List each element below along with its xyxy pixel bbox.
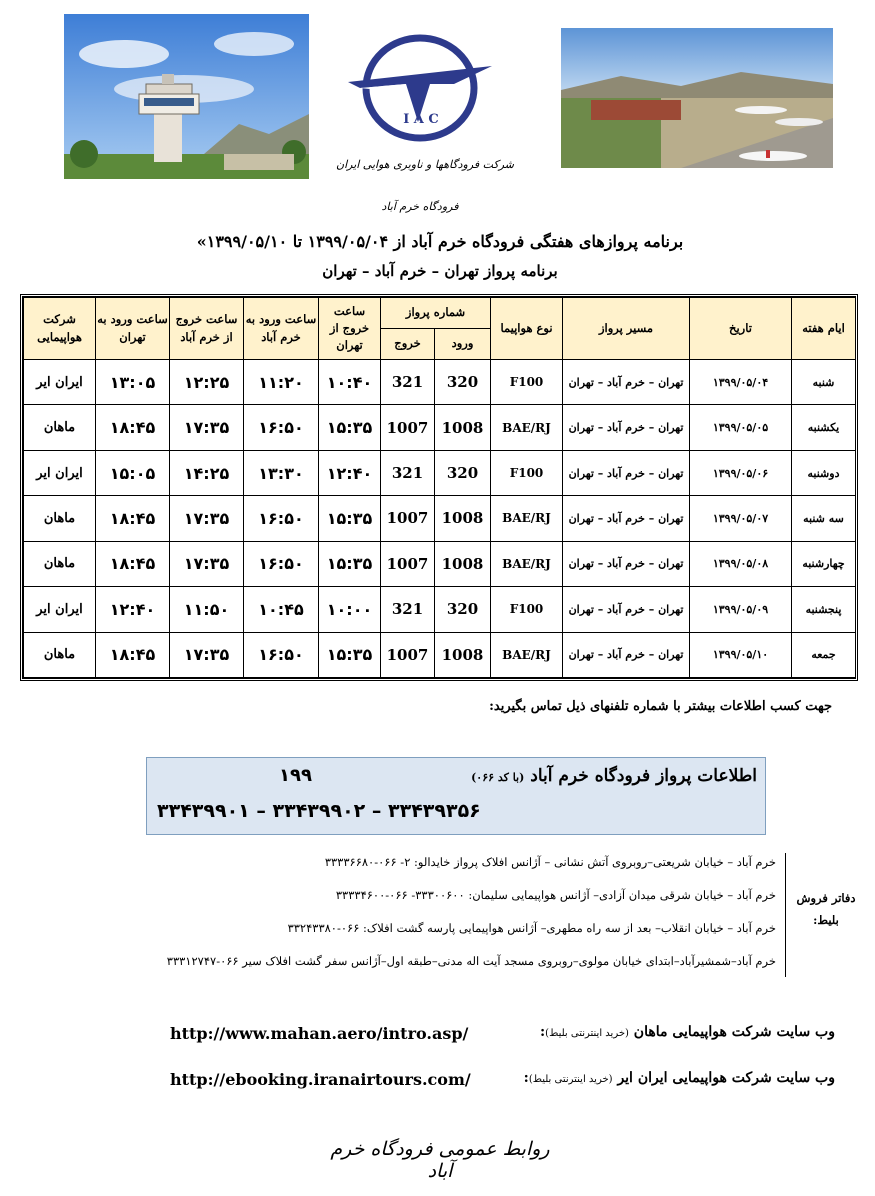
info-box-title — [471, 766, 757, 786]
mahan-website-link[interactable]: http://www.mahan.aero/intro.asp/ — [170, 1024, 469, 1043]
airline-cell: ایران ایر — [24, 587, 96, 632]
apron-aircraft-photo — [561, 28, 833, 168]
divider — [785, 853, 786, 977]
arr-no-cell: 1008 — [435, 541, 491, 586]
route-cell: تهران – خرم آباد – تهران — [563, 541, 690, 586]
table-row — [24, 496, 856, 541]
arr-tehran-cell: ۱۳:۰۵ — [96, 360, 170, 405]
aircraft-cell: F100 — [491, 587, 563, 632]
dep-tehran-cell: ۱۵:۳۵ — [319, 541, 381, 586]
dep-no-cell: 321 — [381, 587, 435, 632]
arr-tehran-cell: ۱۸:۴۵ — [96, 496, 170, 541]
aircraft-cell: BAE/RJ — [491, 632, 563, 677]
header-arr-tehran: ساعت ورود به تهران — [96, 298, 170, 360]
dep-no-cell: 1007 — [381, 496, 435, 541]
aircraft-cell: BAE/RJ — [491, 405, 563, 450]
route-cell: تهران – خرم آباد – تهران — [563, 587, 690, 632]
date-cell: ۱۳۹۹/۰۵/۰۶ — [690, 450, 792, 495]
dep-khorramabad-cell: ۱۲:۲۵ — [170, 360, 244, 405]
area-code: (با کد ۰۶۶) — [471, 771, 525, 784]
flight-schedule-table — [20, 294, 858, 681]
aircraft-cell: BAE/RJ — [491, 496, 563, 541]
office-item: خرم آباد–شمشیرآباد–ابتدای خیابان مولوی–روبروی مسجد آیت اله مدنی–طبقه اول–آژانس سفر گشت افلاک سیر ۰۶۶-۳۳۳۱۲۷۴۷ — [166, 954, 776, 968]
arr-khorramabad-cell: ۱۳:۳۰ — [244, 450, 319, 495]
dep-tehran-cell: ۱۵:۳۵ — [319, 405, 381, 450]
aircraft-cell: BAE/RJ — [491, 541, 563, 586]
office-item: خرم آباد – خیابان انقلاب– بعد از سه راه مطهری– آژانس هواپیمایی پارسه گشت افلاک: ۰۶۶-۳۳۲۴۳۳۸۰ — [287, 921, 776, 935]
table-row — [24, 450, 856, 495]
contact-note: جهت کسب اطلاعات بیشتر با شماره تلفنهای ذیل تماس بگیرید: — [489, 699, 832, 714]
day-cell: یکشنبه — [792, 405, 856, 450]
dep-khorramabad-cell: ۱۷:۳۵ — [170, 541, 244, 586]
dep-tehran-cell: ۱۵:۳۵ — [319, 496, 381, 541]
day-cell: سه شنبه — [792, 496, 856, 541]
airline-cell: ماهان — [24, 632, 96, 677]
arr-tehran-cell: ۱۲:۴۰ — [96, 587, 170, 632]
dep-khorramabad-cell: ۱۱:۵۰ — [170, 587, 244, 632]
dep-tehran-cell: ۱۰:۰۰ — [319, 587, 381, 632]
dep-tehran-cell: ۱۵:۳۵ — [319, 632, 381, 677]
date-cell: ۱۳۹۹/۰۵/۰۴ — [690, 360, 792, 405]
date-cell: ۱۳۹۹/۰۵/۰۸ — [690, 541, 792, 586]
date-cell: ۱۳۹۹/۰۵/۱۰ — [690, 632, 792, 677]
route-cell: تهران – خرم آباد – تهران — [563, 450, 690, 495]
route-cell: تهران – خرم آباد – تهران — [563, 632, 690, 677]
day-cell: دوشنبه — [792, 450, 856, 495]
date-cell: ۱۳۹۹/۰۵/۰۷ — [690, 496, 792, 541]
schedule-title: برنامه پروازهای هفتگی فرودگاه خرم آباد از ۱۳۹۹/۰۵/۰۴ تا ۱۳۹۹/۰۵/۱۰» — [196, 232, 684, 251]
dep-tehran-cell: ۱۰:۴۰ — [319, 360, 381, 405]
offices-label: دفاتر فروش بلیط: — [796, 891, 856, 927]
phone-numbers: ۳۳۴۳۹۹۰۱ – ۳۳۴۳۹۹۰۲ – ۳۳۴۳۹۳۵۶ — [157, 800, 481, 822]
table-row — [24, 587, 856, 632]
date-cell: ۱۳۹۹/۰۵/۰۹ — [690, 587, 792, 632]
company-name: شرکت فرودگاهها و ناوبری هوایی ایران — [335, 158, 515, 171]
arr-no-cell: 1008 — [435, 405, 491, 450]
website-note: (خرید اینترنتی بلیط) — [528, 1074, 613, 1085]
dep-khorramabad-cell: ۱۷:۳۵ — [170, 496, 244, 541]
website-note: (خرید اینترنتی بلیط) — [545, 1028, 629, 1039]
dep-khorramabad-cell: ۱۷:۳۵ — [170, 632, 244, 677]
dep-no-cell: 1007 — [381, 632, 435, 677]
arr-tehran-cell: ۱۸:۴۵ — [96, 632, 170, 677]
arr-no-cell: 320 — [435, 360, 491, 405]
arr-tehran-cell: ۱۵:۰۵ — [96, 450, 170, 495]
arr-khorramabad-cell: ۱۶:۵۰ — [244, 496, 319, 541]
iranair-website-link[interactable]: http://ebooking.iranairtours.com/ — [170, 1070, 471, 1089]
arr-khorramabad-cell: ۱۶:۵۰ — [244, 541, 319, 586]
dep-no-cell: 321 — [381, 360, 435, 405]
arr-no-cell: 1008 — [435, 632, 491, 677]
date-cell: ۱۳۹۹/۰۵/۰۵ — [690, 405, 792, 450]
office-item: خرم آباد – خیابان شرقی میدان آزادی– آژانس هواپیمایی سلیمان: ۳۳۳۰۰۶۰۰- ۰۶۶-۳۳۳۳۴۶۰۰ — [335, 888, 776, 902]
arr-khorramabad-cell: ۱۰:۴۵ — [244, 587, 319, 632]
route-cell: تهران – خرم آباد – تهران — [563, 405, 690, 450]
control-tower-photo — [64, 14, 309, 179]
day-cell: پنجشنبه — [792, 587, 856, 632]
airline-cell: ماهان — [24, 496, 96, 541]
header-route: مسیر پرواز — [563, 298, 690, 360]
iac-logo — [340, 26, 500, 146]
logo-letters: I A C — [403, 112, 439, 127]
route-title: برنامه پرواز تهران – خرم آباد – تهران — [322, 262, 558, 280]
airline-cell: ایران ایر — [24, 450, 96, 495]
header-arr-no: ورود — [435, 329, 491, 360]
header-dep-khorramabad: ساعت خروج از خرم آباد — [170, 298, 244, 360]
airline-cell: ماهان — [24, 405, 96, 450]
header-dep-tehran: ساعت خروج از تهران — [319, 298, 381, 360]
arr-tehran-cell: ۱۸:۴۵ — [96, 405, 170, 450]
website-label-text: وب سایت شرکت هواپیمایی ماهان — [633, 1024, 835, 1040]
short-number: ۱۹۹ — [279, 765, 312, 786]
info-box-title-text: اطلاعات پرواز فرودگاه خرم آباد — [530, 766, 757, 786]
table-row — [24, 405, 856, 450]
dep-khorramabad-cell: ۱۴:۲۵ — [170, 450, 244, 495]
arr-no-cell: 320 — [435, 587, 491, 632]
day-cell: شنبه — [792, 360, 856, 405]
table-row — [24, 541, 856, 586]
header-flight-no: شماره پرواز — [381, 298, 491, 329]
header-day: ایام هفته — [792, 298, 856, 360]
header-aircraft: نوع هواپیما — [491, 298, 563, 360]
airline-cell: ایران ایر — [24, 360, 96, 405]
day-cell: چهارشنبه — [792, 541, 856, 586]
website-label-text: وب سایت شرکت هواپیمایی ایران ایر — [617, 1070, 835, 1086]
website-line-mahan — [170, 1024, 835, 1048]
table-row — [24, 360, 856, 405]
route-cell: تهران – خرم آباد – تهران — [563, 360, 690, 405]
header-airline: شرکت هواپیمایی — [24, 298, 96, 360]
dep-no-cell: 321 — [381, 450, 435, 495]
dep-tehran-cell: ۱۲:۴۰ — [319, 450, 381, 495]
website-label: وب سایت شرکت هواپیمایی ماهان (خرید اینترنتی بلیط): — [540, 1024, 835, 1040]
header-date: تاریخ — [690, 298, 792, 360]
website-label: وب سایت شرکت هواپیمایی ایران ایر (خرید اینترنتی بلیط): — [523, 1070, 835, 1086]
aircraft-cell: F100 — [491, 360, 563, 405]
arr-no-cell: 320 — [435, 450, 491, 495]
header-dep-no: خروج — [381, 329, 435, 360]
office-item: خرم آباد – خیابان شریعتی–روبروی آتش نشانی – آژانس افلاک پرواز خایدالو: ۲- ۰۶۶-۳۳۳۳۶۶۸۰ — [324, 855, 776, 869]
header-arr-khorramabad: ساعت ورود به خرم آباد — [244, 298, 319, 360]
airport-name: فرودگاه خرم آباد — [381, 200, 459, 213]
arr-no-cell: 1008 — [435, 496, 491, 541]
airline-cell: ماهان — [24, 541, 96, 586]
arr-khorramabad-cell: ۱۶:۵۰ — [244, 405, 319, 450]
dep-khorramabad-cell: ۱۷:۳۵ — [170, 405, 244, 450]
arr-khorramabad-cell: ۱۱:۲۰ — [244, 360, 319, 405]
arr-khorramabad-cell: ۱۶:۵۰ — [244, 632, 319, 677]
public-relations-signature: روابط عمومی فرودگاه خرم آباد — [330, 1138, 550, 1182]
dep-no-cell: 1007 — [381, 541, 435, 586]
website-line-iranair — [170, 1070, 835, 1094]
flight-info-box — [146, 757, 766, 835]
dep-no-cell: 1007 — [381, 405, 435, 450]
arr-tehran-cell: ۱۸:۴۵ — [96, 541, 170, 586]
aircraft-cell: F100 — [491, 450, 563, 495]
day-cell: جمعه — [792, 632, 856, 677]
route-cell: تهران – خرم آباد – تهران — [563, 496, 690, 541]
table-row — [24, 632, 856, 677]
